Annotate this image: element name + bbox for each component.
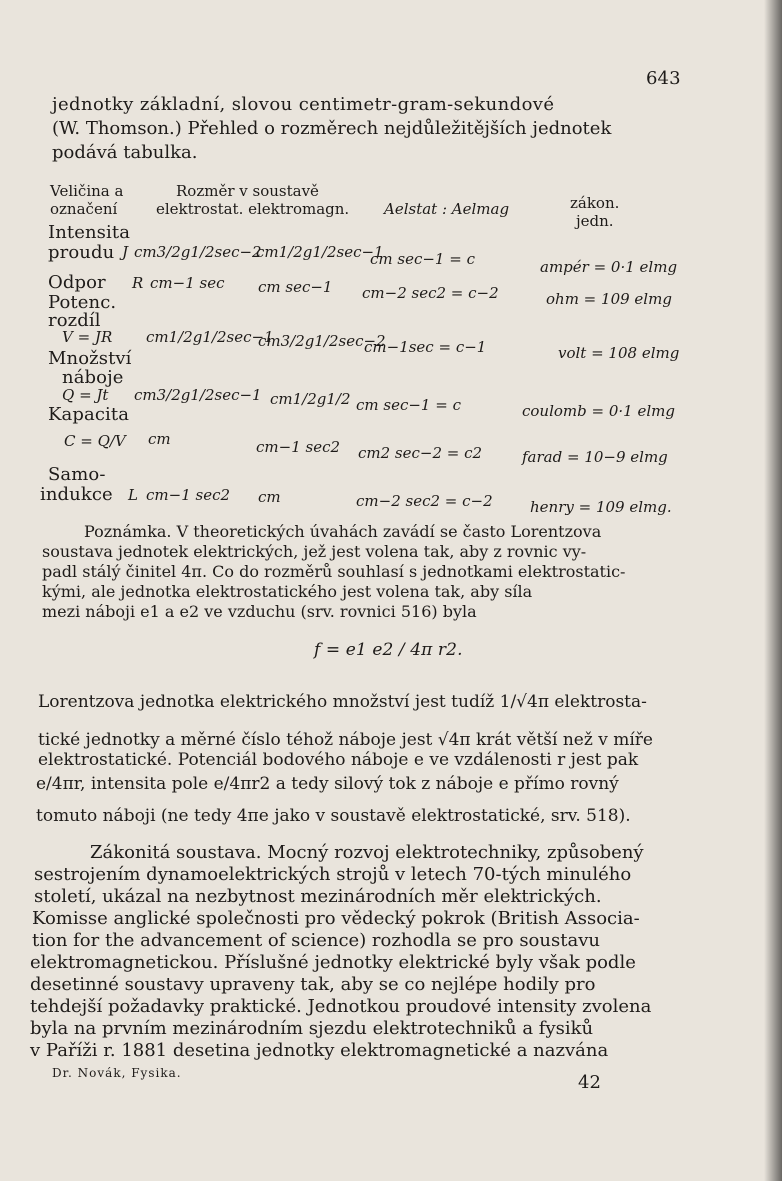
row-label: Potenc.: [48, 292, 117, 313]
para2-line-4: Komisse anglické společnosti pro vědecký pokrok (British Associa-: [32, 908, 640, 929]
row-ratio: cm sec−1 = c: [356, 396, 461, 414]
para2-line-1: Zákonitá soustava. Mocný rozvoj elektrotechniky, způsobený: [90, 842, 644, 863]
row-em: cm−1 sec2: [256, 438, 341, 456]
para1-line-2: tické jednotky a měrné číslo téhož náboje jest √4π krát větší než v míře: [38, 730, 653, 750]
th-unit: zákon.: [570, 194, 620, 212]
row-unit: henry = 109 elmg.: [530, 498, 672, 516]
note-line-3: padl stálý činitel 4π. Co do rozměrů souhlasí s jednotkami elektrostatic-: [42, 562, 626, 581]
th-quantity: Veličina a: [50, 182, 124, 200]
row-unit: ohm = 109 elmg: [546, 290, 672, 308]
para1-line-4: e/4πr, intensita pole e/4πr2 a tedy silový tok z náboje e přímo rovný: [36, 774, 619, 794]
row-label: Odpor: [48, 272, 106, 293]
row-sym: R: [132, 274, 144, 292]
para2-line-10: v Paříži r. 1881 desetina jednotky elektromagnetické a nazvána: [30, 1040, 609, 1061]
th-dimension-2: elektrostat. elektromagn.: [156, 200, 350, 218]
para1-line-5: tomuto náboji (ne tedy 4πe jako v soustavě elektrostatické, srv. 518).: [36, 806, 631, 826]
row-es: cm3/2g1/2sec−1: [134, 386, 262, 404]
row-label-2: náboje: [62, 367, 124, 388]
row-es: cm1/2g1/2sec−1: [146, 328, 274, 346]
formula: f = e1 e2 / 4π r2.: [314, 640, 463, 660]
row-es: cm−1 sec: [150, 274, 225, 292]
th-dimension: Rozměr v soustavě: [176, 182, 319, 200]
row-ratio: cm−2 sec2 = c−2: [362, 284, 499, 302]
row-unit: volt = 108 elmg: [558, 344, 680, 362]
row-label: Množství: [48, 348, 132, 369]
intro-line-2: (W. Thomson.) Přehled o rozměrech nejdůležitějších jednotek: [52, 118, 612, 139]
row-es: cm−1 sec2: [146, 486, 231, 504]
intro-line-1: jednotky základní, slovou centimetr-gram-sekundové: [52, 94, 555, 115]
row-ratio: cm−2 sec2 = c−2: [356, 492, 493, 510]
row-ratio: cm sec−1 = c: [370, 250, 475, 268]
row-label: Samo-: [48, 464, 106, 485]
row-em: cm: [258, 488, 281, 506]
footer-author: Dr. Novák, Fysika.: [52, 1066, 182, 1080]
para1-line-3: elektrostatické. Potenciál bodového náboje e ve vzdálenosti r jest pak: [38, 750, 639, 770]
note-line-1: Poznámka. V theoretických úvahách zavádí se často Lorentzova: [84, 522, 602, 541]
footer-sheet-number: 42: [578, 1072, 602, 1093]
row-sym: C = Q/V: [64, 432, 126, 450]
row-em: cm sec−1: [258, 278, 333, 296]
row-sym: V = JR: [62, 328, 113, 346]
note-line-4: kými, ale jednotka elektrostatického jest volena tak, aby síla: [42, 582, 533, 601]
th-ratio: Aelstat : Aelmag: [384, 200, 510, 218]
row-ratio: cm−1sec = c−1: [364, 338, 487, 356]
row-ratio: cm2 sec−2 = c2: [358, 444, 483, 462]
row-sym: L: [128, 486, 138, 504]
th-unit-2: jedn.: [576, 212, 614, 230]
para2-line-9: byla na prvním mezinárodním sjezdu elektrotechniků a fysiků: [30, 1018, 594, 1039]
para2-line-2: sestrojením dynamoelektrických strojů v letech 70-tých minulého: [34, 864, 632, 885]
para2-line-5: tion for the advancement of science) rozhodla se pro soustavu: [32, 930, 600, 951]
row-label-2: indukce: [40, 484, 113, 505]
row-label: Kapacita: [48, 404, 130, 425]
row-em: cm1/2g1/2: [270, 390, 351, 408]
intro-line-3: podává tabulka.: [52, 142, 198, 163]
row-es: cm: [148, 430, 171, 448]
binding-shadow: [764, 0, 782, 1181]
row-unit: coulomb = 0·1 elmg: [522, 402, 675, 420]
page-number: 643: [646, 68, 681, 89]
row-sym: J: [122, 243, 129, 261]
para1-line-1: Lorentzova jednotka elektrického množství jest tudíž 1/√4π elektrosta-: [38, 692, 647, 712]
row-em: cm1/2g1/2sec−1: [256, 243, 384, 261]
row-label-2: proudu: [48, 242, 115, 263]
row-label-2: rozdíl: [48, 310, 101, 331]
note-line-2: soustava jednotek elektrických, jež jest volena tak, aby z rovnic vy-: [42, 542, 587, 561]
para2-line-8: tehdejší požadavky praktické. Jednotkou proudové intensity zvolena: [30, 996, 652, 1017]
row-label: Intensita: [48, 222, 131, 243]
para2-line-3: století, ukázal na nezbytnost mezinárodních měr elektrických.: [34, 886, 602, 907]
row-unit: farad = 10−9 elmg: [522, 448, 668, 466]
row-unit: ampér = 0·1 elmg: [540, 258, 678, 276]
row-es: cm3/2g1/2sec−2: [134, 243, 262, 261]
th-quantity-2: označení: [50, 200, 118, 218]
para2-line-7: desetinné soustavy upraveny tak, aby se co nejlépe hodily pro: [30, 974, 596, 995]
note-line-5: mezi náboji e1 a e2 ve vzduchu (srv. rovnici 516) byla: [42, 602, 477, 621]
row-sym: Q = Jt: [62, 386, 109, 404]
row-em: cm3/2g1/2sec−2: [258, 332, 386, 350]
para2-line-6: elektromagnetickou. Příslušné jednotky elektrické byly však podle: [30, 952, 636, 973]
